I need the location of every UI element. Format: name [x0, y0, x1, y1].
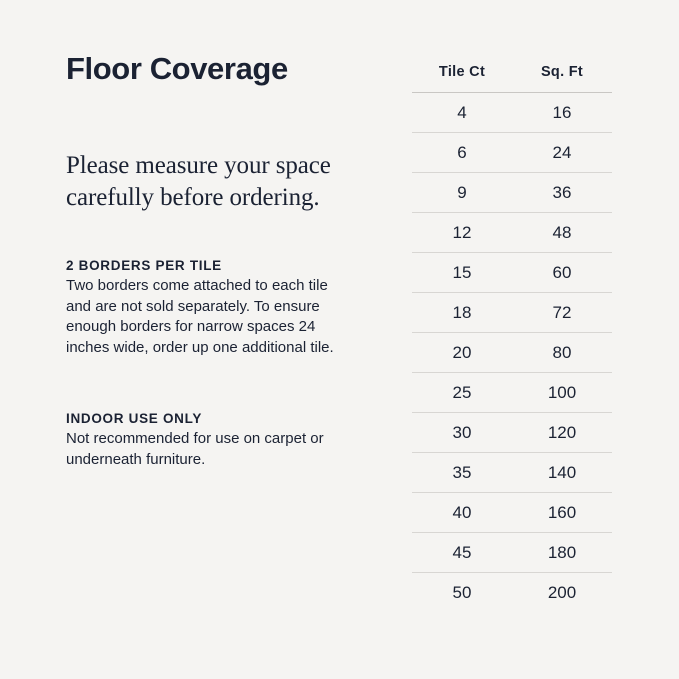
cell-tile-count: 15	[412, 253, 512, 293]
cell-square-feet: 80	[512, 333, 612, 373]
cell-square-feet: 180	[512, 533, 612, 573]
cell-tile-count: 40	[412, 493, 512, 533]
cell-square-feet: 120	[512, 413, 612, 453]
info-column	[66, 52, 386, 470]
cell-square-feet: 36	[512, 173, 612, 213]
cell-square-feet: 24	[512, 133, 612, 173]
measure-subheading: Please measure your space carefully before ordering.	[66, 152, 331, 212]
cell-square-feet: 140	[512, 453, 612, 493]
table-row	[412, 333, 612, 373]
coverage-table	[412, 64, 612, 612]
section-borders-label: 2 BORDERS PER TILE	[66, 258, 222, 274]
table-row	[412, 573, 612, 613]
cell-tile-count: 30	[412, 413, 512, 453]
table-row	[412, 173, 612, 213]
cell-square-feet: 100	[512, 373, 612, 413]
table-row	[412, 253, 612, 293]
cell-square-feet: 160	[512, 493, 612, 533]
column-header-tile-count: Tile Ct	[412, 64, 512, 93]
table-row	[412, 493, 612, 533]
table-row	[412, 413, 612, 453]
section-borders-per-tile	[66, 258, 334, 359]
cell-tile-count: 6	[412, 133, 512, 173]
column-header-square-feet: Sq. Ft	[512, 64, 612, 93]
cell-tile-count: 50	[452, 582, 472, 602]
coverage-table-container	[412, 64, 612, 612]
table-header-row	[412, 64, 612, 93]
cell-tile-count: 9	[412, 173, 512, 213]
table-row	[412, 453, 612, 493]
table-row	[412, 293, 612, 333]
cell-tile-count: 4	[412, 93, 512, 133]
cell-square-feet: 48	[512, 213, 612, 253]
table-row	[412, 93, 612, 133]
table-row	[412, 133, 612, 173]
cell-square-feet: 60	[512, 253, 612, 293]
section-indoor-body: Not recommended for use on carpet or underneath furniture.	[66, 429, 324, 468]
coverage-table-head	[412, 64, 612, 93]
coverage-table-body	[412, 93, 612, 613]
table-row	[412, 373, 612, 413]
section-indoor-use	[66, 411, 334, 470]
cell-tile-count: 45	[412, 533, 512, 573]
cell-square-feet: 72	[512, 293, 612, 333]
section-indoor-label: INDOOR USE ONLY	[66, 410, 203, 426]
cell-square-feet: 16	[512, 93, 612, 133]
cell-tile-count: 20	[412, 333, 512, 373]
cell-tile-count: 18	[412, 293, 512, 333]
cell-tile-count: 25	[412, 373, 512, 413]
page-title: Floor Coverage	[66, 51, 288, 86]
table-row	[412, 213, 612, 253]
table-row	[412, 533, 612, 573]
cell-tile-count: 35	[412, 453, 512, 493]
section-borders-body: Two borders come attached to each tile and are not sold separately. To ensure enough borders for narrow spaces 24 inches wide, order up one additional tile.	[66, 277, 334, 357]
cell-tile-count: 12	[412, 213, 512, 253]
cell-square-feet: 200	[547, 582, 577, 602]
